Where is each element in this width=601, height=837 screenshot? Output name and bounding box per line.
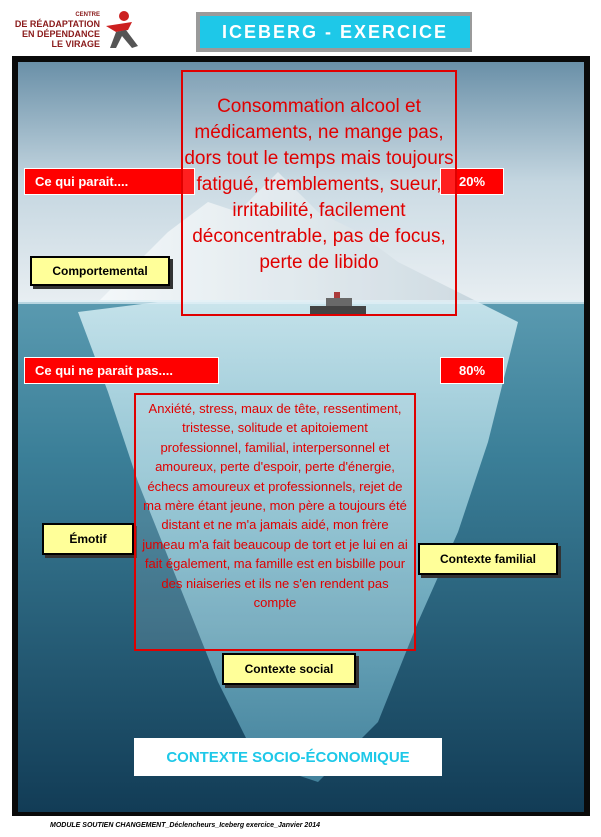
visible-symptoms-box: Consommation alcool et médicaments, ne mange pas, dors tout le temps mais toujours fatigué, tremblements, sueur, irritabilité, facilement déconcentrable, pas de focus, perte de libido xyxy=(181,70,457,316)
label-hidden: Ce qui ne parait pas.... xyxy=(24,357,219,384)
label-visible-percent: 20% xyxy=(440,168,504,195)
logo xyxy=(12,6,142,50)
logo-text xyxy=(15,12,100,49)
label-social-context: Contexte social xyxy=(222,653,356,685)
page-title: ICEBERG - EXERCICE xyxy=(200,16,470,48)
label-family-context: Contexte familial xyxy=(418,543,558,575)
socio-economic-box: CONTEXTE SOCIO-ÉCONOMIQUE xyxy=(134,738,442,776)
label-hidden-percent: 80% xyxy=(440,357,504,384)
footer-note: MODULE SOUTIEN CHANGEMENT_Déclencheurs_Iceberg exercice_Janvier 2014 xyxy=(50,822,320,829)
label-emotive: Émotif xyxy=(42,523,134,555)
logo-figure-icon xyxy=(102,10,140,50)
logo-line-2: DE RÉADAPTATION xyxy=(14,19,100,29)
logo-line-4: LE VIRAGE xyxy=(51,39,100,49)
label-visible: Ce qui parait.... xyxy=(24,168,195,195)
hidden-causes-box: Anxiété, stress, maux de tête, ressentiment, tristesse, solitude et apitoiement professionnel, familial, interpersonnel et amoureux, perte d'espoir, perte d'énergie, échecs amoureux et professionnels, rejet de ma mère étant jeune, mon père a toujours été distant et ne m'a jamais aidé, mon frère jumeau m'a fait beaucoup de tort et je lui en ai fait également, ma famille est en bisbille pour des niaiseries et ils ne s'en rendent pas compte xyxy=(134,393,416,651)
logo-line-3: EN DÉPENDANCE xyxy=(21,29,100,39)
label-behavioral: Comportemental xyxy=(30,256,170,286)
logo-line-1: CENTRE xyxy=(75,12,100,18)
